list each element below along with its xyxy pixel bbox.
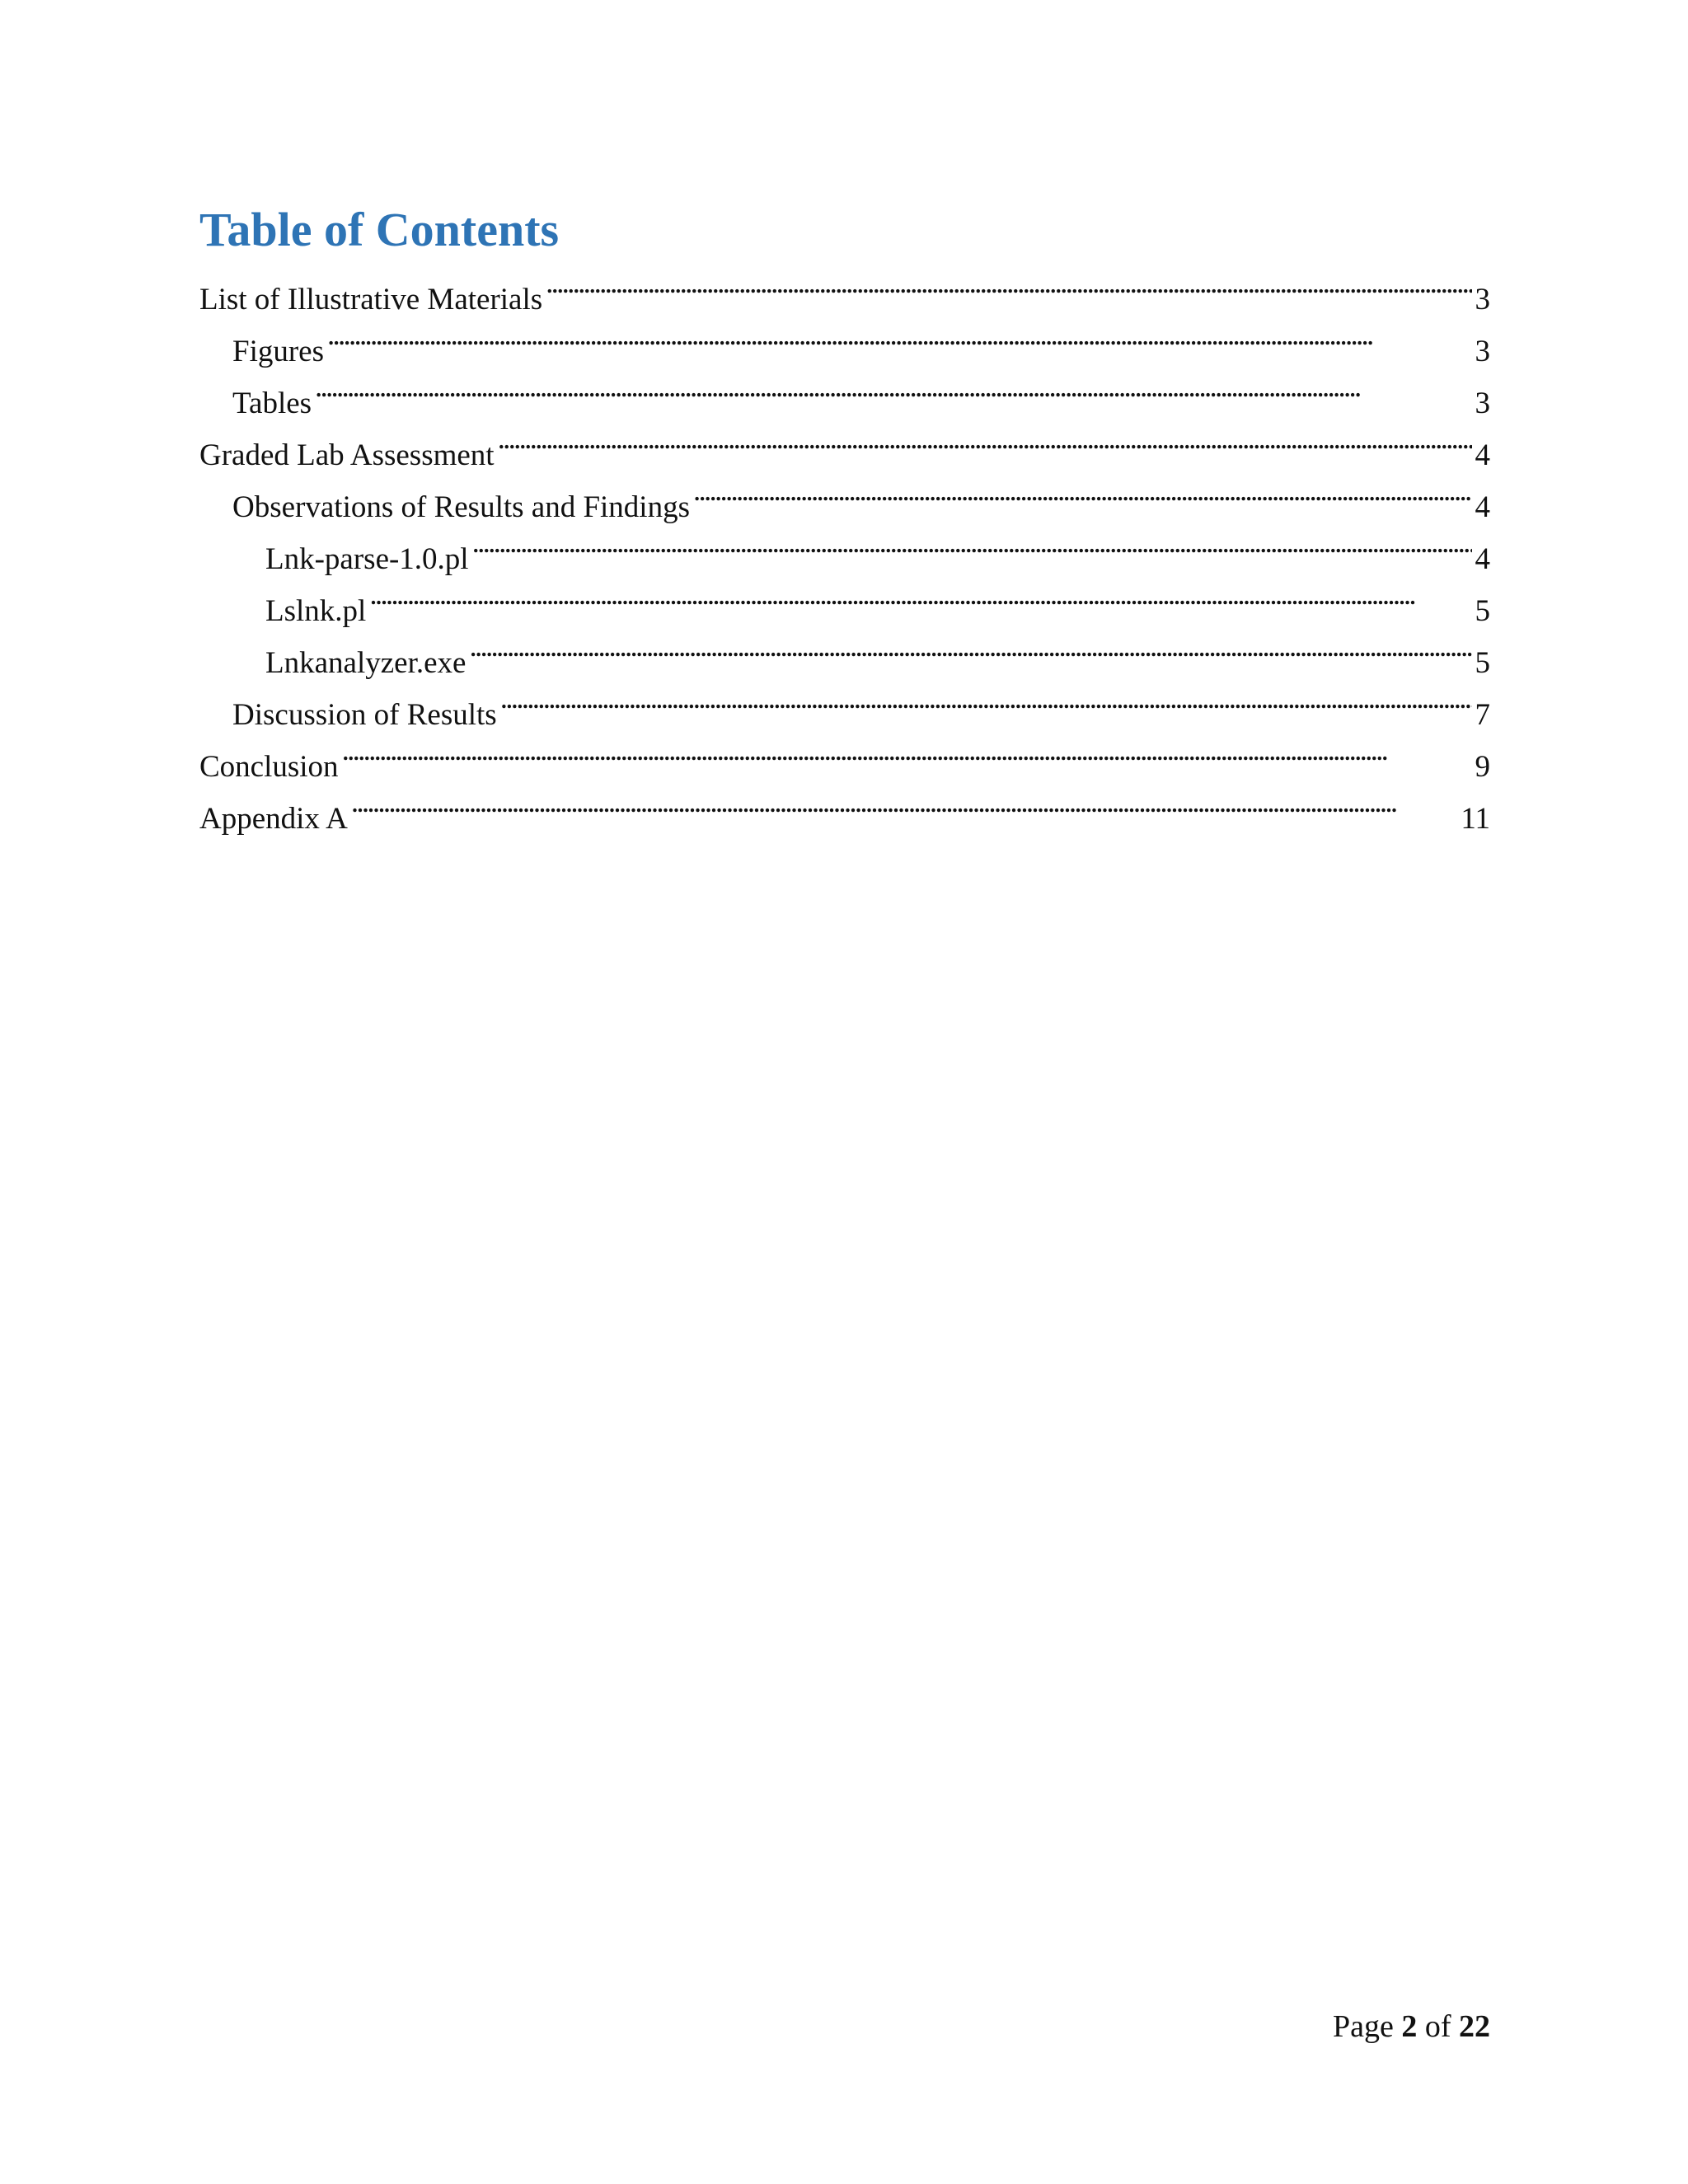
toc-entry-label: Lnkanalyzer.exe: [265, 646, 467, 680]
toc-leader-dots: [469, 621, 1471, 673]
toc-entry-figures[interactable]: [199, 309, 1490, 368]
toc-leader-dots: [369, 569, 1471, 621]
footer-page-word: Page: [1332, 2009, 1394, 2044]
toc-entry-page: 3: [1475, 283, 1490, 316]
toc-entry-lnkanalyzer[interactable]: [199, 621, 1490, 680]
toc-entry-page: 4: [1475, 542, 1490, 576]
page-footer: [1333, 2006, 1490, 2047]
footer-current-page: 2: [1401, 2009, 1418, 2044]
toc-entry-page: 4: [1475, 438, 1490, 472]
toc-entry-appendix-a[interactable]: [199, 776, 1490, 836]
footer-of-word: of: [1424, 2009, 1451, 2044]
toc-leader-dots: [498, 413, 1472, 465]
toc-entry-page: 9: [1475, 750, 1490, 784]
toc-entry-lslnk[interactable]: [199, 569, 1490, 628]
toc-leader-dots: [342, 724, 1472, 776]
toc-entry-label: Lnk-parse-1.0.pl: [265, 542, 469, 576]
toc-leader-dots: [693, 465, 1472, 517]
toc-entry-page: 4: [1475, 490, 1490, 524]
table-of-contents: [199, 194, 1490, 836]
toc-leader-dots: [327, 309, 1472, 361]
toc-entry-page: 3: [1475, 335, 1490, 368]
toc-entry-page: 5: [1475, 646, 1490, 680]
footer-total-pages: 22: [1459, 2009, 1490, 2044]
toc-entry-label: Lslnk.pl: [265, 594, 367, 628]
toc-heading: Table of Contents: [199, 203, 560, 256]
toc-entry-page: 11: [1461, 802, 1490, 836]
toc-entry-page: 7: [1475, 698, 1490, 732]
toc-leader-dots: [351, 776, 1458, 828]
toc-entry-label: Observations of Results and Findings: [232, 490, 690, 524]
toc-entry-label: Appendix A: [199, 802, 348, 836]
toc-entry-label: List of Illustrative Materials: [199, 283, 543, 316]
toc-entry-page: 5: [1475, 594, 1490, 628]
toc-leader-dots: [315, 361, 1471, 413]
toc-entry-tables[interactable]: [199, 361, 1490, 420]
toc-entry-label: Discussion of Results: [232, 698, 497, 732]
toc-list: [199, 257, 1490, 836]
toc-entry-label: Tables: [232, 387, 312, 420]
toc-entry-page: 3: [1475, 387, 1490, 420]
toc-entry-label: Conclusion: [199, 750, 339, 784]
toc-entry-conclusion[interactable]: [199, 724, 1490, 784]
toc-entry-label: Figures: [232, 335, 324, 368]
toc-leader-dots: [472, 517, 1472, 569]
toc-leader-dots: [500, 673, 1472, 724]
toc-leader-dots: [546, 257, 1471, 309]
toc-entry-label: Graded Lab Assessment: [199, 438, 495, 472]
toc-entry-graded-lab-assessment[interactable]: [199, 413, 1490, 472]
